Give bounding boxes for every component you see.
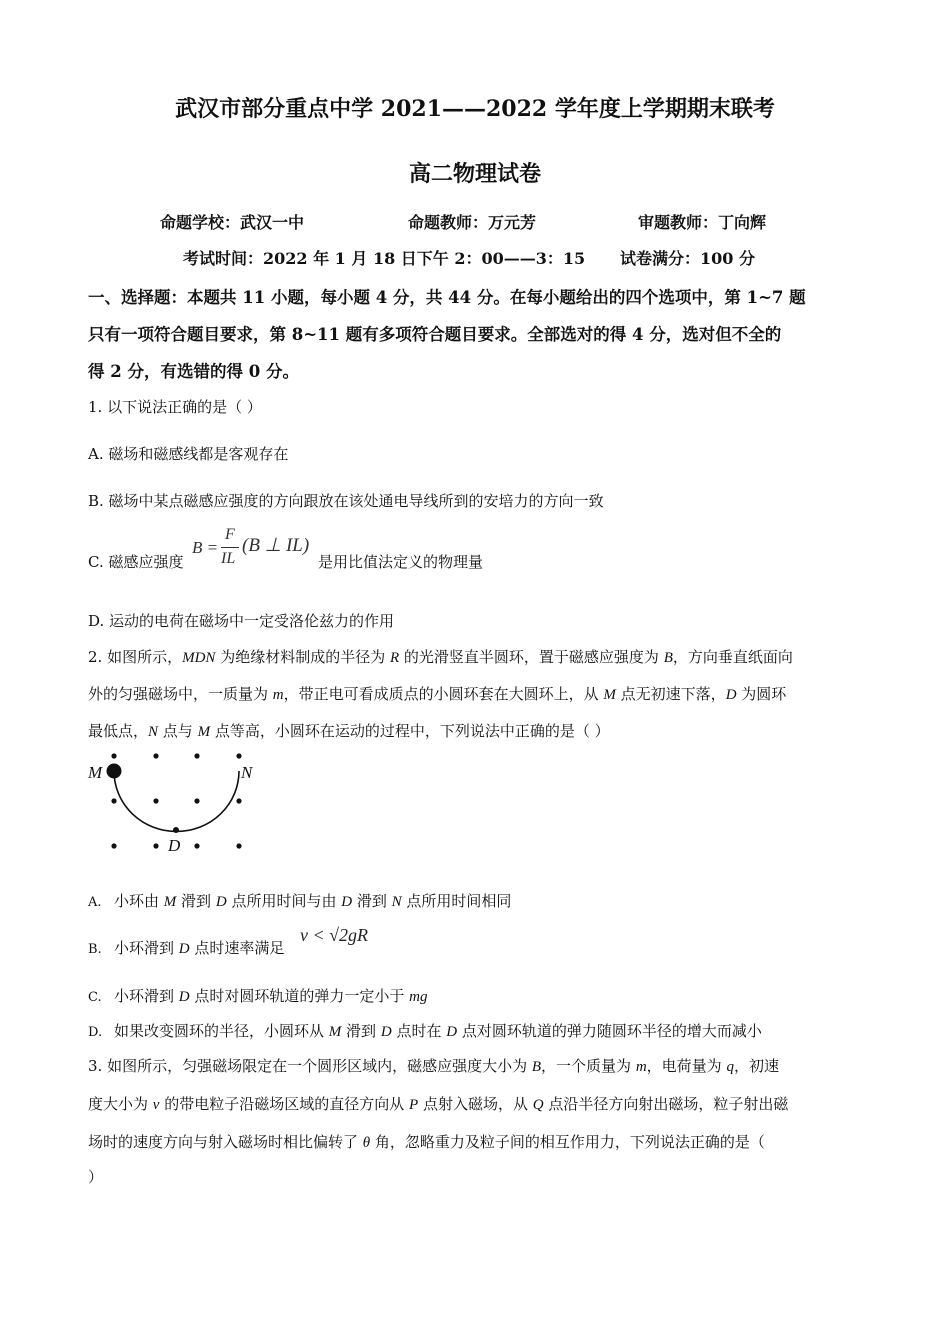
- lowest-point-d: [173, 827, 179, 833]
- q3-stem-line-4: ）: [88, 1168, 104, 1186]
- q1-option-b: B. 磁场中某点磁感应强度的方向跟放在该处通电导线所到的安培力的方向一致: [88, 492, 604, 510]
- field-dots: [111, 753, 241, 848]
- exam-subtitle: 高二物理试卷: [408, 161, 541, 187]
- section-instructions-line-3: 得 2 分，有选错的得 0 分。: [88, 362, 299, 381]
- q3-stem-line-2: 度大小为 v 的带电粒子沿磁场区域的直径方向从 P 点射入磁场，从 Q 点沿半径方向射出磁场，粒子射出磁: [88, 1095, 789, 1113]
- formula-lhs: B =: [192, 538, 219, 557]
- q1-option-c-suffix: 是用比值法定义的物理量: [318, 553, 484, 571]
- semicircle-ring: [114, 771, 239, 831]
- label-n: N: [241, 763, 253, 782]
- q1-stem: 1. 以下说法正确的是（ ）: [88, 398, 262, 416]
- q2-stem-line-1: 2. 如图所示，MDN 为绝缘材料制成的半径为 R 的光滑竖直半圆环，置于磁感应强度为 B，方向垂直纸面向: [88, 648, 793, 666]
- full-score: 试卷满分：100 分: [620, 249, 755, 268]
- q2-option-b: B. 小环滑到 D 点时速率满足: [88, 939, 285, 957]
- section-instructions-line-1: 一、选择题：本题共 11 小题，每小题 4 分，共 44 分。在每小题给出的四个选项中，第 1~7 题: [88, 288, 806, 307]
- fraction-bar: [221, 547, 239, 548]
- q3-stem-line-1: 3. 如图所示，匀强磁场限定在一个圆形区域内，磁感应强度大小为 B，一个质量为 m，电荷量为 q，初速: [88, 1057, 779, 1075]
- small-ring-ball: [107, 764, 122, 779]
- q1-option-a: A. 磁场和磁感线都是客观存在: [88, 445, 289, 463]
- q2-stem-line-2: 外的匀强磁场中，一质量为 m，带正电可看成质点的小圆环套在大圆环上，从 M 点无初速下落，D 为圆环: [88, 685, 787, 703]
- setter-teacher: 命题教师：万元芳: [408, 213, 537, 232]
- q1-formula: [192, 526, 318, 572]
- section-instructions-line-2: 只有一项符合题目要求，第 8~11 题有多项符合题目要求。全部选对的得 4 分，选对但不全的: [88, 325, 782, 344]
- setter-school: 命题学校：武汉一中: [160, 213, 305, 232]
- reviewer-teacher: 审题教师：丁向辉: [638, 213, 767, 232]
- exam-time: 考试时间：2022 年 1 月 18 日下午 2：00——3：15: [183, 249, 586, 268]
- formula-denominator: IL: [221, 550, 236, 567]
- q1-option-c-prefix: C. 磁感应强度: [88, 553, 184, 571]
- q1-option-d: D. 运动的电荷在磁场中一定受洛伦兹力的作用: [88, 612, 395, 630]
- exam-title: 武汉市部分重点中学 2021——2022 学年度上学期期末联考: [175, 96, 775, 122]
- q2-option-a: A. 小环由 M 滑到 D 点所用时间与由 D 滑到 N 点所用时间相同: [88, 892, 512, 910]
- q2-option-d: D. 如果改变圆环的半径，小圆环从 M 滑到 D 点时在 D 点对圆环轨道的弹力随圆环半径的增大而减小: [88, 1022, 762, 1040]
- q2-stem-line-3: 最低点，N 点与 M 点等高，小圆环在运动的过程中，下列说法中正确的是（ ）: [88, 722, 610, 740]
- q2-option-b-formula: v < √2gR: [300, 925, 369, 945]
- label-d: D: [168, 836, 181, 855]
- label-m: M: [88, 763, 103, 782]
- q3-stem-line-3: 场时的速度方向与射入磁场时相比偏转了 θ 角，忽略重力及粒子间的相互作用力，下列说法正确的是（: [88, 1133, 765, 1151]
- formula-numerator: F: [225, 526, 235, 543]
- q2-option-c: C. 小环滑到 D 点时对圆环轨道的弹力一定小于 mg: [88, 987, 428, 1005]
- q2-magnetic-field-figure: [80, 745, 270, 860]
- formula-condition: (B ⊥ IL): [242, 535, 310, 556]
